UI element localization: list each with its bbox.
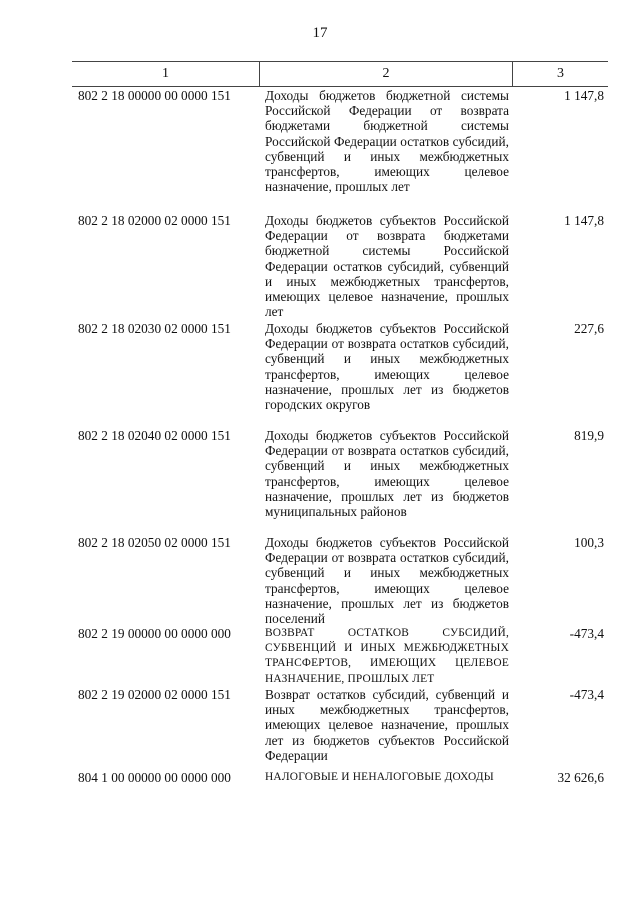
budget-code: 802 2 18 02050 02 0000 151 xyxy=(78,535,231,550)
budget-code: 802 2 18 02040 02 0000 151 xyxy=(78,428,231,443)
row-amount: 32 626,6 xyxy=(557,770,604,785)
row-amount: -473,4 xyxy=(569,626,604,641)
budget-code: 804 1 00 00000 00 0000 000 xyxy=(78,770,231,785)
budget-table xyxy=(72,61,608,785)
row-description: ВОЗВРАТ ОСТАТКОВ СУБСИДИЙ, СУБВЕНЦИЙ И ИНЫХ МЕЖБЮДЖЕТНЫХ ТРАНСФЕРТОВ, ИМЕЮЩИХ ЦЕЛЕВОЕ НАЗНАЧЕНИЕ, ПРОШЛЫХ ЛЕТ xyxy=(265,627,509,685)
row-description: Доходы бюджетов бюджетной системы Российской Федерации от возврата бюджетами бюджетной системы Российской Федерации остатков субсидий, субвенций и иных межбюджетных трансфертов, имеющих целевое назначение, прошлых лет xyxy=(265,88,509,195)
budget-code: 802 2 18 02030 02 0000 151 xyxy=(78,321,231,336)
row-description: Доходы бюджетов субъектов Российской Федерации от возврата бюджетами бюджетной системы Российской Федерации остатков субсидий, субвенций и иных межбюджетных трансфертов, имеющих целевое назначение, прошлых лет xyxy=(265,213,509,320)
column-header-3: 3 xyxy=(557,66,564,81)
row-amount: 1 147,8 xyxy=(564,213,604,228)
row-description: Доходы бюджетов субъектов Российской Федерации от возврата остатков субсидий, субвенций и иных межбюджетных трансфертов, имеющих целевое назначение, прошлых лет из бюджетов поселений xyxy=(265,535,509,627)
budget-code: 802 2 18 02000 02 0000 151 xyxy=(78,213,231,228)
row-amount: 100,3 xyxy=(574,535,604,550)
row-description: НАЛОГОВЫЕ И НЕНАЛОГОВЫЕ ДОХОДЫ xyxy=(265,771,494,783)
row-amount: 1 147,8 xyxy=(564,88,604,103)
page-number: 17 xyxy=(312,25,328,41)
row-description: Доходы бюджетов субъектов Российской Федерации от возврата остатков субсидий, субвенций и иных межбюджетных трансфертов, имеющих целевое назначение, прошлых лет из бюджетов муниципальных районов xyxy=(265,428,509,520)
budget-code: 802 2 19 02000 02 0000 151 xyxy=(78,687,231,702)
row-description: Возврат остатков субсидий, субвенций и иных межбюджетных трансфертов, имеющих целевое назначение, прошлых лет из бюджетов субъектов Российской Федерации xyxy=(265,687,509,763)
row-description: Доходы бюджетов субъектов Российской Федерации от возврата остатков субсидий, субвенций и иных межбюджетных трансфертов, имеющих целевое назначение, прошлых лет из бюджетов городских округов xyxy=(265,321,509,413)
row-amount: -473,4 xyxy=(569,687,604,702)
row-amount: 227,6 xyxy=(574,321,604,336)
column-header-1: 1 xyxy=(72,62,260,86)
budget-code: 802 2 19 00000 00 0000 000 xyxy=(78,626,231,641)
row-amount: 819,9 xyxy=(574,428,604,443)
table-header xyxy=(72,61,608,87)
column-header-2: 2 xyxy=(260,62,513,86)
budget-code: 802 2 18 00000 00 0000 151 xyxy=(78,88,231,103)
